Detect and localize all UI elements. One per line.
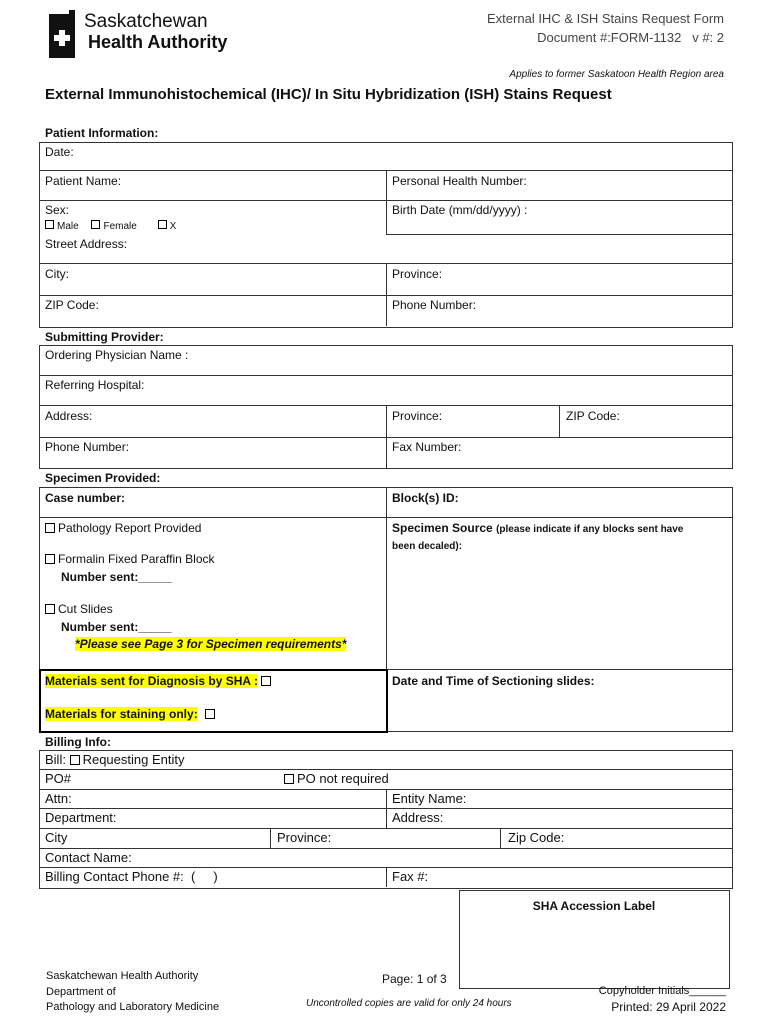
org-name-line1: Saskatchewan — [84, 11, 208, 32]
billing-section-title: Billing Info: — [45, 735, 111, 749]
billing-city-field[interactable]: City — [45, 830, 68, 845]
org-name-line2: Health Authority — [88, 32, 228, 52]
billing-zip-field[interactable]: Zip Code: — [508, 830, 565, 845]
zip-code-field[interactable]: ZIP Code: — [45, 298, 99, 312]
sex-options — [45, 220, 176, 233]
specimen-source-note: been decaled): — [392, 541, 463, 552]
page-number: Page: 1 of 3 — [382, 972, 447, 986]
provider-phone-field[interactable]: Phone Number: — [45, 440, 130, 454]
provider-address-field[interactable]: Address: — [45, 409, 93, 423]
copyholder-initials[interactable]: Copyholder Initials______ — [598, 985, 726, 997]
pathology-report-checkbox[interactable]: Pathology Report Provided — [45, 521, 201, 535]
sex-label: Sex: — [45, 203, 70, 217]
department-field[interactable]: Department: — [45, 810, 117, 825]
blocks-id-field[interactable]: Block(s) ID: — [392, 491, 459, 505]
patient-phone-field[interactable]: Phone Number: — [392, 298, 477, 312]
logo — [45, 10, 79, 58]
ffpb-checkbox[interactable]: Formalin Fixed Paraffin Block — [45, 552, 215, 566]
sex-male-checkbox[interactable]: Male — [45, 221, 79, 232]
street-address-field[interactable]: Street Address: — [45, 237, 128, 251]
materials-diagnosis-checkbox[interactable]: Materials sent for Diagnosis by SHA : — [45, 674, 274, 688]
attn-field[interactable]: Attn: — [45, 791, 72, 806]
birth-date-field[interactable]: Birth Date (mm/dd/yyyy) : — [392, 203, 528, 217]
phn-field[interactable]: Personal Health Number: — [392, 174, 527, 188]
applies-to: Applies to former Saskatoon Health Region area — [509, 69, 724, 80]
referring-hospital-field[interactable]: Referring Hospital: — [45, 378, 145, 392]
specimen-source-field[interactable]: Specimen Source (please indicate if any blocks sent have — [392, 521, 684, 535]
entity-name-field[interactable]: Entity Name: — [392, 791, 467, 806]
billing-address-field[interactable]: Address: — [392, 810, 444, 825]
date-field[interactable]: Date: — [45, 145, 74, 159]
billing-fax-field[interactable]: Fax #: — [392, 869, 429, 884]
provider-zip-field[interactable]: ZIP Code: — [566, 409, 620, 423]
see-page3-note: *Please see Page 3 for Specimen requirements* — [75, 637, 347, 651]
billing-province-field[interactable]: Province: — [277, 830, 332, 845]
bill-row: Bill: Requesting Entity — [45, 752, 185, 767]
accession-label-title: SHA Accession Label — [532, 899, 656, 913]
sex-female-checkbox[interactable]: Female — [91, 221, 136, 232]
patient-name-field[interactable]: Patient Name: — [45, 174, 122, 188]
main-title: External Immunohistochemical (IHC)/ In Situ Hybridization (ISH) Stains Request — [45, 86, 612, 103]
sex-x-checkbox[interactable]: X — [158, 221, 177, 232]
contact-phone-field[interactable]: Billing Contact Phone #: ( ) — [45, 869, 218, 884]
case-number-field[interactable]: Case number: — [45, 491, 126, 505]
materials-staining-checkbox[interactable]: Materials for staining only: — [45, 707, 218, 721]
footer-dept-line1: Department of — [46, 986, 116, 998]
footer-org: Saskatchewan Health Authority — [46, 970, 199, 982]
sectioning-date-field[interactable]: Date and Time of Sectioning slides: — [392, 674, 595, 688]
form-title: External IHC & ISH Stains Request Form — [487, 11, 724, 26]
number-sent-blocks[interactable]: Number sent:_____ — [61, 570, 172, 584]
patient-province-field[interactable]: Province: — [392, 267, 443, 281]
footer-dept-line2: Pathology and Laboratory Medicine — [46, 1001, 220, 1013]
number-sent-slides[interactable]: Number sent:_____ — [61, 620, 172, 634]
requesting-entity-checkbox[interactable]: Requesting Entity — [70, 752, 185, 767]
uncontrolled-note: Uncontrolled copies are valid for only 24 hours — [306, 998, 512, 1009]
ordering-physician-field[interactable]: Ordering Physician Name : — [45, 348, 189, 362]
specimen-section-title: Specimen Provided: — [45, 471, 161, 485]
provider-fax-field[interactable]: Fax Number: — [392, 440, 462, 454]
po-not-required-checkbox[interactable]: PO not required — [284, 772, 389, 786]
city-field[interactable]: City: — [45, 267, 69, 281]
contact-name-field[interactable]: Contact Name: — [45, 850, 132, 865]
printed-date: Printed: 29 April 2022 — [611, 1000, 726, 1014]
patient-section-title: Patient Information: — [45, 126, 159, 140]
provider-section-title: Submitting Provider: — [45, 330, 164, 344]
po-field[interactable]: PO# — [45, 771, 72, 786]
saskatchewan-logo-icon — [45, 10, 79, 58]
provider-province-field[interactable]: Province: — [392, 409, 443, 423]
document-number: Document #:FORM-1132 v #: 2 — [537, 30, 724, 45]
cut-slides-checkbox[interactable]: Cut Slides — [45, 602, 113, 616]
